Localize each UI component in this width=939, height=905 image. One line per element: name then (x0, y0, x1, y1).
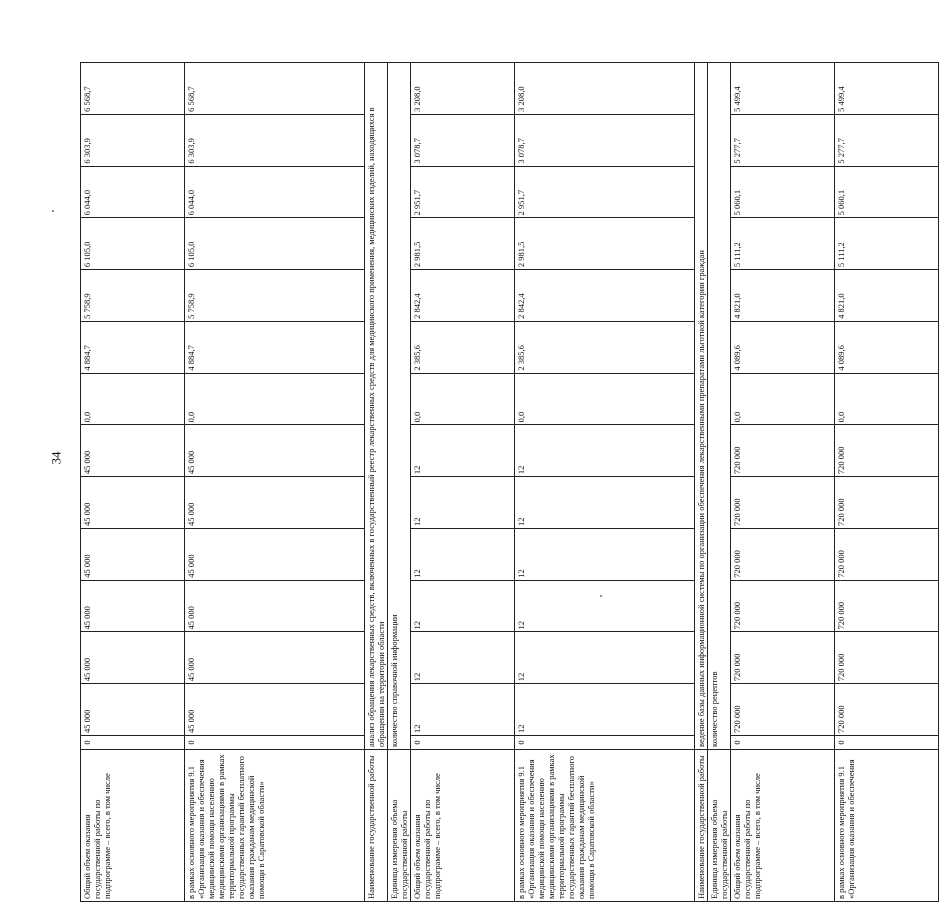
value-cell: 2 385,6 (515, 321, 695, 373)
value-cell: 45 000 (81, 477, 185, 529)
row-code: 0 (185, 736, 365, 750)
value-cell: 0,0 (515, 373, 695, 425)
value-cell: 5 499,4 (835, 63, 939, 115)
value-cell: 6 105,0 (185, 218, 365, 270)
value-cell: 4 884,7 (81, 321, 185, 373)
value-cell: 6 568,7 (185, 63, 365, 115)
value-cell: 720 000 (731, 632, 835, 684)
value-cell: 2 842,4 (515, 270, 695, 322)
budget-table (80, 62, 939, 902)
value-cell: 0,0 (731, 373, 835, 425)
value-cell: 45 000 (81, 580, 185, 632)
value-cell: 2 981,5 (515, 218, 695, 270)
table-row (81, 63, 185, 902)
row-description: количество рецептов (708, 63, 731, 750)
value-cell: 12 (515, 580, 695, 632)
value-cell: 0,0 (411, 373, 515, 425)
value-cell: 6 105,0 (81, 218, 185, 270)
value-cell: 3 208,0 (411, 63, 515, 115)
scan-speck (52, 210, 54, 212)
value-cell: 5 758,9 (185, 270, 365, 322)
value-cell: 720 000 (835, 632, 939, 684)
value-cell: 6 303,9 (185, 114, 365, 166)
value-cell: 45 000 (185, 528, 365, 580)
value-cell: 720 000 (731, 580, 835, 632)
value-cell: 5 499,4 (731, 63, 835, 115)
row-label: Наименование государственной работы (365, 750, 388, 902)
value-cell: 720 000 (731, 528, 835, 580)
value-cell: 2 385,6 (411, 321, 515, 373)
value-cell: 45 000 (81, 632, 185, 684)
value-cell: 12 (515, 684, 695, 736)
value-cell: 45 000 (185, 684, 365, 736)
table-row (365, 63, 388, 902)
value-cell: 0,0 (185, 373, 365, 425)
value-cell: 12 (411, 580, 515, 632)
value-cell: 45 000 (185, 580, 365, 632)
value-cell: 720 000 (835, 580, 939, 632)
value-cell: 3 078,7 (515, 114, 695, 166)
value-cell: 720 000 (835, 425, 939, 477)
row-code: 0 (515, 736, 695, 750)
value-cell: 5 060,1 (835, 166, 939, 218)
value-cell: 45 000 (81, 684, 185, 736)
value-cell: 720 000 (835, 528, 939, 580)
value-cell: 12 (411, 425, 515, 477)
value-cell: 4 884,7 (185, 321, 365, 373)
row-label: в рамках основного мероприятия 9.1 «Организация оказания и обеспечения медицинской помощи населению медицинскими организациями в рамках территориальной программы государственных гарантий бесплатного оказания гражданам медицинской помощи в Саратовской области» (515, 750, 695, 902)
value-cell: 5 060,1 (731, 166, 835, 218)
table-row (835, 63, 939, 902)
value-cell: 12 (515, 632, 695, 684)
value-cell: 6 044,0 (81, 166, 185, 218)
value-cell: 5 277,7 (835, 114, 939, 166)
value-cell: 12 (515, 425, 695, 477)
value-cell: 5 758,9 (81, 270, 185, 322)
value-cell: 45 000 (185, 477, 365, 529)
row-label: Единица измерения объема государственной работы (708, 750, 731, 902)
value-cell: 4 821,0 (731, 270, 835, 322)
value-cell: 4 821,0 (835, 270, 939, 322)
row-code: 0 (835, 736, 939, 750)
row-label: Единица измерения объема государственной работы (388, 750, 411, 902)
row-label: в рамках основного мероприятия 9.1 «Организация оказания и обеспечения (835, 750, 939, 902)
value-cell: 12 (515, 477, 695, 529)
value-cell: 6 568,7 (81, 63, 185, 115)
value-cell: 4 089,6 (835, 321, 939, 373)
value-cell: 2 951,7 (411, 166, 515, 218)
value-cell: 720 000 (835, 477, 939, 529)
row-description: анализ обращения лекарственных средств, включенных в государственный реестр лекарственных средств для медицинского применения, медицинских изделий, находящихся в обращении на территории области (365, 63, 388, 750)
table-row (708, 63, 731, 902)
value-cell: 3 078,7 (411, 114, 515, 166)
table-row (515, 63, 695, 902)
value-cell: 4 089,6 (731, 321, 835, 373)
value-cell: 5 277,7 (731, 114, 835, 166)
value-cell: 12 (515, 528, 695, 580)
value-cell: 720 000 (731, 684, 835, 736)
value-cell: 6 303,9 (81, 114, 185, 166)
value-cell: 2 842,4 (411, 270, 515, 322)
value-cell: 0,0 (835, 373, 939, 425)
row-description: количество справочной информации (388, 63, 411, 750)
row-code: 0 (731, 736, 835, 750)
value-cell: 0,0 (81, 373, 185, 425)
row-description: ведение базы данных информационной системы по организации обеспечения лекарственными препаратами льготной категории граждан (695, 63, 708, 750)
value-cell: 5 111,2 (835, 218, 939, 270)
table-row (411, 63, 515, 902)
rotated-table-container (80, 62, 856, 902)
row-label: Наименование государственной работы (695, 750, 708, 902)
row-label: Общий объем оказания государственной работы по подпрограмме – всего, в том числе (81, 750, 185, 902)
row-label: в рамках основного мероприятия 9.1 «Организация оказания и обеспечения медицинской помощи населению медицинскими организациями в рамках территориальной программы государственных гарантий бесплатного оказания гражданам медицинской помощи в Саратовской области» (185, 750, 365, 902)
value-cell: 2 951,7 (515, 166, 695, 218)
value-cell: 6 044,0 (185, 166, 365, 218)
value-cell: 45 000 (81, 528, 185, 580)
page-number: 34 (48, 451, 64, 465)
row-label: Общий объем оказания государственной работы по подпрограмме – всего, в том числе (731, 750, 835, 902)
row-code: 0 (411, 736, 515, 750)
value-cell: 12 (411, 684, 515, 736)
table-row (731, 63, 835, 902)
value-cell: 2 981,5 (411, 218, 515, 270)
value-cell: 720 000 (835, 684, 939, 736)
row-label: Общий объем оказания государственной работы по подпрограмме – всего, в том числе (411, 750, 515, 902)
value-cell: 12 (411, 477, 515, 529)
value-cell: 5 111,2 (731, 218, 835, 270)
table-row (185, 63, 365, 902)
value-cell: 45 000 (81, 425, 185, 477)
value-cell: 720 000 (731, 425, 835, 477)
table-row (695, 63, 708, 902)
value-cell: 45 000 (185, 632, 365, 684)
row-code: 0 (81, 736, 185, 750)
value-cell: 12 (411, 528, 515, 580)
value-cell: 45 000 (185, 425, 365, 477)
value-cell: 12 (411, 632, 515, 684)
value-cell: 3 208,0 (515, 63, 695, 115)
value-cell: 720 000 (731, 477, 835, 529)
table-row (388, 63, 411, 902)
